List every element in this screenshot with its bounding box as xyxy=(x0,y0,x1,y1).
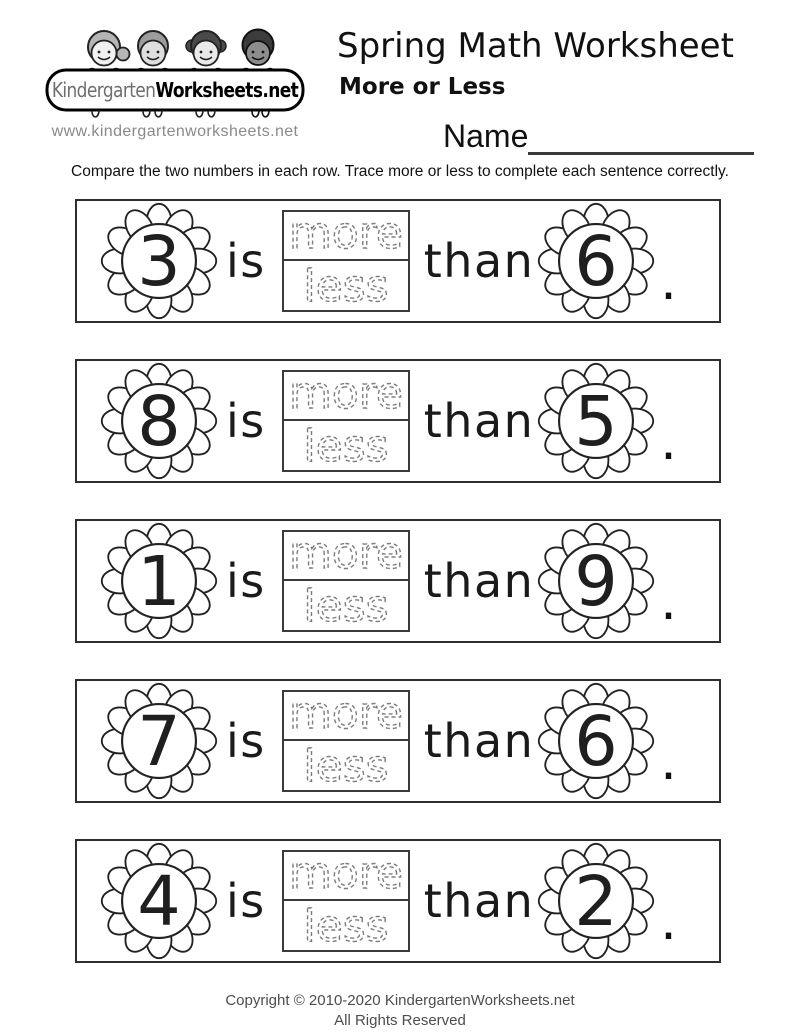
flower-icon xyxy=(99,521,219,641)
trace-word-more xyxy=(284,852,408,901)
site-url: www.kindergartenworksheets.net xyxy=(51,123,299,140)
svg-text:less: less xyxy=(303,421,389,470)
sentence-period: . xyxy=(660,252,677,312)
word-is: is xyxy=(226,554,266,608)
trace-more-less-box xyxy=(282,370,410,472)
page-subtitle: More or Less xyxy=(339,74,506,100)
trace-word-less xyxy=(284,581,408,630)
worksheet-row-1 xyxy=(75,199,721,323)
rights-text: All Rights Reserved xyxy=(334,1011,466,1029)
svg-text:less: less xyxy=(303,901,389,950)
trace-more-less-box xyxy=(282,690,410,792)
word-than: than xyxy=(423,714,535,768)
left-number: 3 xyxy=(137,223,181,302)
svg-text:more: more xyxy=(288,531,403,579)
word-is: is xyxy=(226,394,266,448)
site-logo xyxy=(33,10,317,122)
svg-text:less: less xyxy=(303,741,389,790)
left-number: 7 xyxy=(137,703,181,782)
trace-word-more xyxy=(284,212,408,261)
worksheet-row-4 xyxy=(75,679,721,803)
svg-text:more: more xyxy=(288,211,403,259)
sentence-period: . xyxy=(660,412,677,472)
left-number: 4 xyxy=(137,863,181,942)
trace-word-more xyxy=(284,692,408,741)
logo-wordmark-prefix: Kindergarten xyxy=(51,78,156,104)
right-number: 2 xyxy=(574,863,619,942)
flower-icon xyxy=(99,361,219,481)
right-number: 6 xyxy=(574,223,619,302)
sentence-period: . xyxy=(660,732,677,792)
flower-icon xyxy=(536,521,656,641)
trace-word-less xyxy=(284,901,408,950)
copyright-text: Copyright © 2010-2020 KindergartenWorksheets.net xyxy=(225,992,575,1009)
left-number: 1 xyxy=(137,543,181,622)
page-title: Spring Math Worksheet xyxy=(337,26,734,66)
trace-word-less xyxy=(284,421,408,470)
right-number: 6 xyxy=(574,703,619,782)
svg-text:less: less xyxy=(303,581,389,630)
svg-text:more: more xyxy=(288,851,403,899)
trace-more-less-box xyxy=(282,210,410,312)
name-field xyxy=(443,118,754,155)
flower-icon xyxy=(99,841,219,961)
word-than: than xyxy=(423,874,535,928)
name-blank-line xyxy=(528,121,754,155)
flower-icon xyxy=(536,201,656,321)
word-than: than xyxy=(423,234,535,288)
right-number: 5 xyxy=(574,383,619,462)
word-than: than xyxy=(423,554,535,608)
flower-icon xyxy=(536,681,656,801)
trace-more-less-box xyxy=(282,530,410,632)
word-is: is xyxy=(226,234,266,288)
svg-text:less: less xyxy=(303,261,389,310)
worksheet-row-5 xyxy=(75,839,721,963)
flower-icon xyxy=(536,841,656,961)
footer xyxy=(0,991,800,1030)
sentence-period: . xyxy=(660,572,677,632)
worksheet-row-3 xyxy=(75,519,721,643)
trace-word-less xyxy=(284,261,408,310)
trace-word-less xyxy=(284,741,408,790)
name-label: Name xyxy=(443,118,529,154)
trace-word-more xyxy=(284,372,408,421)
flower-icon xyxy=(99,201,219,321)
flower-icon xyxy=(536,361,656,481)
logo-wordmark-suffix: Worksheets.net xyxy=(155,78,299,104)
svg-text:more: more xyxy=(288,691,403,739)
svg-text:more: more xyxy=(288,371,403,419)
worksheet-rows xyxy=(75,199,721,999)
instructions-text: Compare the two numbers in each row. Trace more or less to complete each sentence correctly. xyxy=(71,163,729,180)
flower-icon xyxy=(99,681,219,801)
word-is: is xyxy=(226,714,266,768)
worksheet-row-2 xyxy=(75,359,721,483)
trace-word-more xyxy=(284,532,408,581)
word-is: is xyxy=(226,874,266,928)
logo-wordmark xyxy=(47,68,303,114)
word-than: than xyxy=(423,394,535,448)
sentence-period: . xyxy=(660,892,677,952)
right-number: 9 xyxy=(574,543,619,622)
trace-more-less-box xyxy=(282,850,410,952)
left-number: 8 xyxy=(137,383,181,462)
